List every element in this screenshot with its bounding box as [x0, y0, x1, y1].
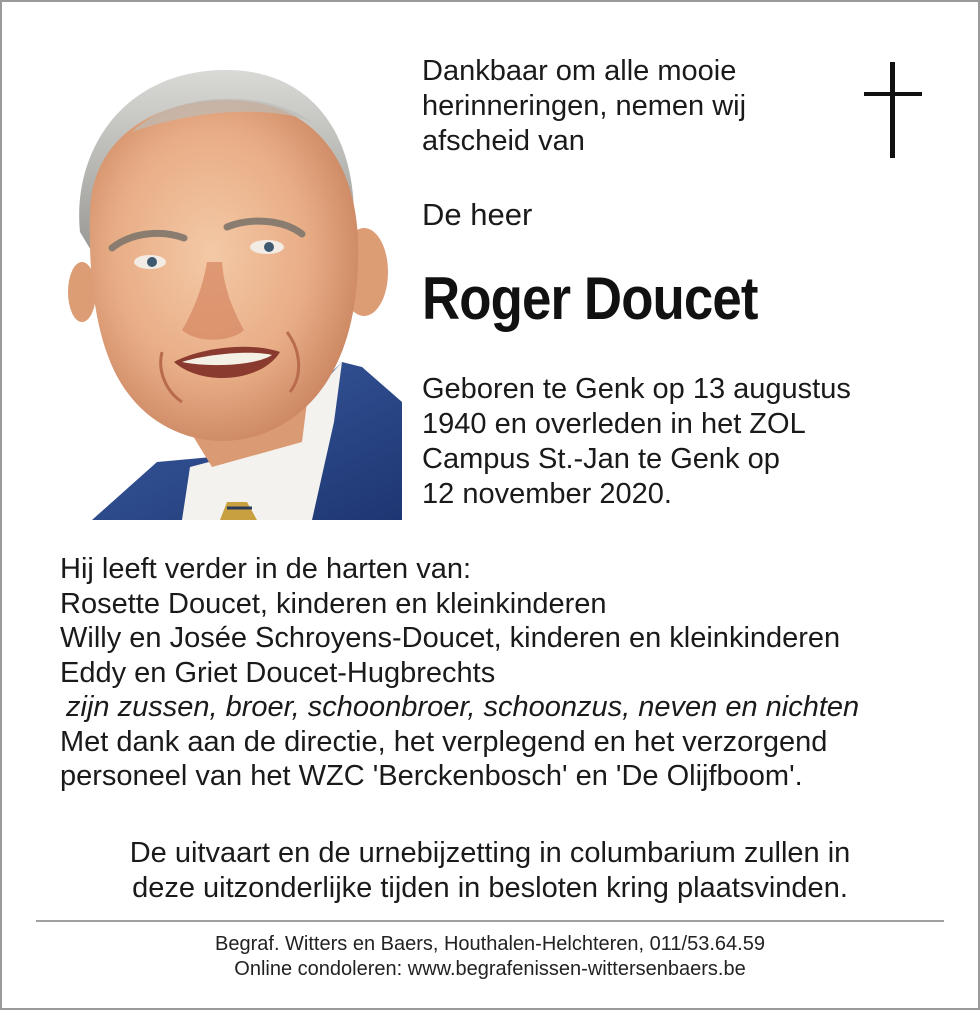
- funeral-notice: [0, 836, 980, 906]
- footer: [0, 932, 980, 982]
- birth-line: Geboren te Genk op 13 augustus: [422, 373, 851, 405]
- birth-line: Campus St.-Jan te Genk op: [422, 443, 780, 475]
- funeral-line: De uitvaart en de urnebijzetting in columbarium zullen in: [129, 837, 851, 869]
- family-section: [60, 552, 859, 794]
- deceased-name: Roger Doucet: [422, 265, 758, 332]
- honorific: De heer: [422, 197, 533, 232]
- funeral-line: deze uitzonderlijke tijden in besloten kring plaatsvinden.: [132, 872, 848, 904]
- cross-icon: [864, 62, 922, 160]
- family-member: Rosette Doucet, kinderen en kleinkinderen: [60, 587, 607, 620]
- relatives-line: zijn zussen, broer, schoonbroer, schoonzus, neven en nichten: [66, 691, 860, 723]
- intro-text: [422, 54, 852, 159]
- undertaker-info: Begraf. Witters en Baers, Houthalen-Helchteren, 011/53.64.59: [215, 933, 765, 955]
- birth-line: 1940 en overleden in het ZOL: [422, 408, 806, 440]
- family-heading: Hij leeft verder in de harten van:: [60, 553, 472, 585]
- divider: [36, 920, 944, 922]
- condolence-link[interactable]: Online condoleren: www.begrafenissen-wittersenbaers.be: [234, 958, 746, 980]
- birth-line: 12 november 2020.: [422, 478, 672, 510]
- intro-line: afscheid van: [422, 125, 585, 157]
- portrait-photo: [62, 62, 402, 520]
- birth-death-info: [422, 372, 851, 512]
- family-member: Eddy en Griet Doucet-Hugbrechts: [60, 656, 496, 689]
- intro-line: herinneringen, nemen wij: [422, 90, 747, 122]
- family-member: Willy en Josée Schroyens-Doucet, kinderen en kleinkinderen: [60, 622, 841, 654]
- intro-line: Dankbaar om alle mooie: [422, 55, 737, 87]
- thanks-line: Met dank aan de directie, het verplegend en het verzorgend: [60, 725, 828, 758]
- thanks-line: personeel van het WZC 'Berckenbosch' en 'De Olijfboom'.: [60, 760, 803, 792]
